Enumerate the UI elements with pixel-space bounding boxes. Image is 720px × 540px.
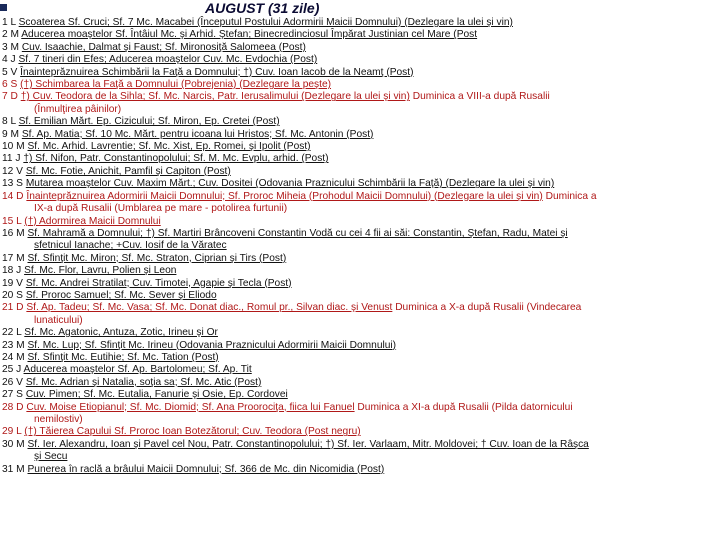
day-label: 27 S (2, 389, 23, 401)
day-label: 28 D (2, 401, 24, 413)
entry-continuation: nemilostiv) (34, 414, 83, 425)
saints-link[interactable]: (†) Adormirea Maicii Domnului (24, 215, 161, 227)
day-label: 20 S (2, 289, 23, 301)
day-label: 29 L (2, 426, 22, 438)
day-label: 13 S (2, 178, 23, 190)
saints-link[interactable]: Mutarea moaştelor Cuv. Maxim Mărt.; Cuv. Dositei (Odovania Praznicului Schimbării la Faţă) (Dezlegare la ulei şi vin) (25, 178, 555, 190)
calendar-entry (2, 302, 718, 327)
saints-link[interactable]: Sf. Mc. Fotie, Anichit, Pamfil şi Capiton (Post) (25, 165, 231, 177)
day-label: 4 J (2, 54, 16, 66)
calendar-entry (2, 141, 718, 153)
saints-link[interactable]: Sf. Ap. Matia; Sf. 10 Mc. Mărt. pentru icoana lui Hristos; Sf. Mc. Antonin (Post) (21, 128, 374, 140)
saints-link[interactable]: Sf. Mahramă a Domnului; †) Sf. Martiri Brâncoveni Constantin Vodă cu cei 4 fii ai săi: Constantin, Ştefan, Radu, Matei şi (27, 227, 568, 239)
saints-link[interactable]: Înainteprăznuirea Adormirii Maicii Domnului; Sf. Proroc Miheia (Prohodul Maicii Domnului) (Dezlegare la ulei şi vin) (26, 190, 543, 202)
saints-link[interactable]: Aducerea moaştelor Sf. Ap. Bartolomeu; Sf. Ap. Tit (23, 364, 252, 376)
calendar-entry (2, 290, 718, 302)
calendar-entry (2, 191, 718, 216)
sunday-note: Duminica a (542, 190, 597, 202)
entry-continuation[interactable]: şi Secu (34, 451, 68, 463)
calendar-entry (2, 228, 718, 253)
saints-link[interactable]: Sf. Mc. Flor, Lavru, Polien şi Leon (24, 265, 177, 277)
calendar-entry (2, 67, 718, 79)
calendar-entry (2, 116, 718, 128)
saints-link[interactable]: Aducerea moaştelor Sf. Întâiul Mc. şi Arhid. Ştefan; Binecredinciosul Împărat Justinian cel Mare (Post (21, 29, 478, 41)
day-label: 5 V (2, 66, 18, 78)
saints-link[interactable]: Sf. Mc. Adrian şi Natalia, soţia sa; Sf. Mc. Atic (Post) (25, 376, 262, 388)
saints-link[interactable]: Punerea în raclă a brâului Maicii Domnului; Sf. 366 de Mc. din Nicomidia (Post) (27, 463, 385, 475)
entry-continuation: IX-a după Rusalii (Umblarea pe mare - potolirea furtunii) (34, 203, 288, 215)
saints-link[interactable]: (†) Tăierea Capului Sf. Proroc Ioan Botezătorul; Cuv. Teodora (Post negru) (24, 426, 361, 438)
calendar-entry (2, 166, 718, 178)
calendar-entry (2, 54, 718, 66)
calendar-entry (2, 464, 718, 476)
calendar-entry (2, 17, 718, 29)
day-label: 1 L (2, 17, 16, 28)
slide-bullet-icon (0, 4, 7, 11)
calendar-entry (2, 327, 718, 339)
day-label: 14 D (2, 190, 24, 202)
calendar-entry (2, 129, 718, 141)
calendar-list (2, 17, 718, 476)
day-label: 12 V (2, 165, 23, 177)
saints-link[interactable]: Sf. Mc. Lup; Sf. Sfinţit Mc. Irineu (Odovania Praznicului Adormirii Maicii Domnului) (27, 339, 397, 351)
day-label: 3 M (2, 41, 19, 53)
day-label: 10 M (2, 141, 25, 153)
calendar-entry (2, 79, 718, 91)
saints-link[interactable]: Sf. Ier. Alexandru, Ioan şi Pavel cel Nou, Patr. Constantinopolului; †) Sf. Ier. Varlaam, Mitr. Moldovei; † Cuv. Ioan de la Râşca (27, 438, 589, 450)
saints-link[interactable]: Sf. Proroc Samuel; Sf. Mc. Sever şi Eliodo (25, 289, 217, 301)
calendar-entry (2, 439, 718, 464)
sunday-note: Duminica a X-a după Rusalii (Vindecarea (392, 302, 582, 314)
day-label: 8 L (2, 116, 16, 128)
saints-link[interactable]: †) Cuv. Teodora de la Sihla; Sf. Mc. Narcis, Patr. Ierusalimului (Dezlegare la ulei şi vin) (20, 91, 410, 103)
day-label: 17 M (2, 252, 25, 264)
saints-link[interactable]: Cuv. Pimen; Sf. Mc. Eutalia, Fanurie şi Osie, Ep. Cordovei (25, 389, 288, 401)
calendar-entry (2, 265, 718, 277)
day-label: 30 M (2, 438, 25, 450)
entry-continuation: (Înmulţirea pâinilor) (34, 103, 122, 115)
day-label: 6 S (2, 79, 18, 91)
saints-link[interactable]: Sf. Mc. Arhid. Lavrentie; Sf. Mc. Xist, Ep. Romei, şi Ipolit (Post) (27, 141, 311, 153)
entry-continuation[interactable]: sfetnicul Ianache; +Cuv. Iosif de la Văratec (34, 240, 227, 252)
saints-link[interactable]: Sf. Mc. Agatonic, Antuza, Zotic, Irineu şi Or (24, 327, 218, 339)
calendar-entry (2, 253, 718, 265)
calendar-entry (2, 426, 718, 438)
saints-link[interactable]: (†) Schimbarea la Faţă a Domnului (Pobrejenia) (Dezlegare la peşte) (20, 79, 332, 91)
saints-link[interactable]: Sf. Sfinţit Mc. Eutihie; Sf. Mc. Tation (Post) (27, 351, 219, 363)
calendar-entry (2, 91, 718, 116)
saints-link[interactable]: Sf. Mc. Andrei Stratilat; Cuv. Timotei, Agapie şi Tecla (Post) (25, 277, 292, 289)
calendar-entry (2, 377, 718, 389)
saints-link[interactable]: Cuv. Moise Etiopianul; Sf. Mc. Diomid; Sf. Ana Proorociţa, fiica lui Fanuel (26, 401, 355, 413)
saints-link[interactable]: Înainteprăznuirea Schimbării la Faţă a Domnului; †) Cuv. Ioan Iacob de la Neamţ (Post) (20, 66, 414, 78)
day-label: 11 J (2, 153, 21, 165)
day-label: 15 L (2, 215, 22, 227)
day-label: 16 M (2, 227, 25, 239)
sunday-note: Duminica a VIII-a după Rusalii (409, 91, 550, 103)
day-label: 22 L (2, 327, 22, 339)
day-label: 7 D (2, 91, 18, 103)
saints-link[interactable]: Cuv. Isaachie, Dalmat şi Faust; Sf. Mironosiţă Salomeea (Post) (21, 41, 306, 53)
saints-link[interactable]: Scoaterea Sf. Cruci; Sf. 7 Mc. Macabei (Începutul Postului Adormirii Maicii Domnului) (Dezlegare la ulei şi vin) (18, 17, 513, 28)
day-label: 24 M (2, 351, 25, 363)
calendar-entry (2, 364, 718, 376)
day-label: 23 M (2, 339, 25, 351)
calendar-entry (2, 389, 718, 401)
calendar-entry (2, 402, 718, 427)
day-label: 31 M (2, 463, 25, 475)
calendar-entry (2, 42, 718, 54)
sunday-note: Duminica a XI-a după Rusalii (Pilda datornicului (354, 401, 573, 413)
day-label: 9 M (2, 128, 19, 140)
saints-link[interactable]: †) Sf. Nifon, Patr. Constantinopolului; Sf. M. Mc. Evplu, arhid. (Post) (23, 153, 329, 165)
calendar-entry (2, 340, 718, 352)
calendar-entry (2, 178, 718, 190)
day-label: 26 V (2, 376, 23, 388)
saints-link[interactable]: Sf. Ap. Tadeu; Sf. Mc. Vasa; Sf. Mc. Donat diac., Romul pr., Silvan diac. şi Venust (26, 302, 393, 314)
day-label: 18 J (2, 265, 22, 277)
calendar-entry (2, 29, 718, 41)
calendar-entry (2, 216, 718, 228)
calendar-entry (2, 278, 718, 290)
day-label: 19 V (2, 277, 23, 289)
entry-continuation: lunaticului) (34, 314, 83, 326)
saints-link[interactable]: Sf. Sfinţit Mc. Miron; Sf. Mc. Straton, Ciprian şi Tirs (Post) (27, 252, 287, 264)
saints-link[interactable]: Sf. 7 tineri din Efes; Aducerea moaştelor Cuv. Mc. Evdochia (Post) (18, 54, 318, 66)
calendar-entry (2, 153, 718, 165)
page-title: AUGUST (31 zile) (205, 0, 320, 16)
calendar-entry (2, 352, 718, 364)
saints-link[interactable]: Sf. Emilian Mărt. Ep. Cizicului; Sf. Miron, Ep. Cretei (Post) (18, 116, 280, 128)
day-label: 21 D (2, 302, 24, 314)
day-label: 25 J (2, 364, 22, 376)
day-label: 2 M (2, 29, 19, 41)
